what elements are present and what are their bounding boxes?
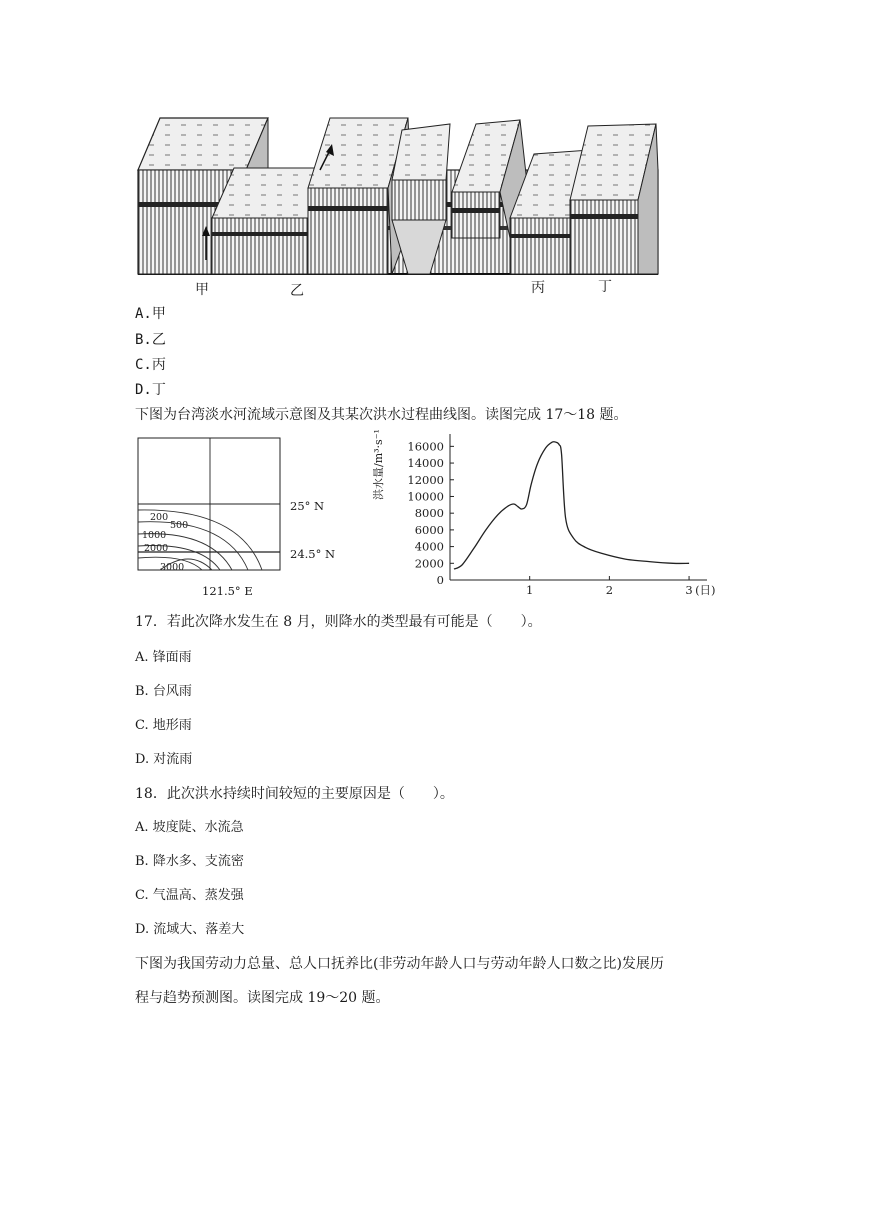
y-tick-label: 2000	[414, 556, 444, 571]
x-tick-label: 2	[605, 583, 614, 597]
y-tick-label: 8000	[414, 506, 444, 521]
q17-option-a: A. 锋面雨	[135, 650, 192, 665]
block-label-bing: 丙	[531, 280, 545, 296]
contour-label-500: 500	[170, 520, 189, 531]
block-label-ding: 丁	[598, 279, 612, 295]
q17-option-d: D. 对流雨	[135, 752, 193, 767]
flood-hydrograph	[380, 428, 740, 603]
intro-19-20-line1: 下图为我国劳动力总量、总人口抚养比(非劳动年龄人口与劳动年龄人口数之比)发展历	[135, 956, 664, 972]
flood-curve	[454, 442, 689, 569]
contour-label-200: 200	[150, 512, 169, 523]
q16-option-b: B.乙	[135, 332, 166, 348]
q16-option-a: A.甲	[135, 306, 166, 322]
q16-option-c: C.丙	[135, 357, 166, 373]
block-label-jia: 甲	[195, 282, 209, 298]
q18-option-d: D. 流域大、落差大	[135, 922, 245, 937]
block-label-yi: 乙	[290, 283, 304, 299]
y-tick-label: 12000	[407, 472, 444, 487]
q17-stem: 17．若此次降水发生在 8 月，则降水的类型最有可能是（ ）。	[135, 614, 542, 630]
contour-label-3000: 3000	[160, 562, 185, 573]
y-tick-label: 6000	[414, 522, 444, 537]
x-tick-label: 3	[685, 583, 693, 597]
contour-label-2000: 2000	[144, 543, 169, 554]
x-unit-label: (日)	[695, 583, 716, 597]
y-tick-label: 16000	[407, 439, 444, 454]
contour-label-1000: 1000	[142, 530, 167, 541]
q18-option-a: A. 坡度陡、水流急	[135, 820, 244, 835]
lat-25-label: 25° N	[290, 499, 325, 513]
q17-option-b: B. 台风雨	[135, 684, 192, 699]
intro-17-18: 下图为台湾淡水河流域示意图及其某次洪水过程曲线图。读图完成 17～18 题。	[135, 407, 628, 423]
y-tick-label: 10000	[407, 489, 444, 504]
block-diagram	[130, 110, 670, 300]
y-axis-label: 洪水量/m³·s⁻¹	[372, 429, 385, 500]
lon-label: 121.5° E	[202, 584, 253, 598]
q17-option-c: C. 地形雨	[135, 718, 192, 733]
q18-option-c: C. 气温高、蒸发强	[135, 888, 244, 903]
x-tick-label: 1	[526, 583, 534, 597]
y-tick-label: 14000	[407, 456, 444, 471]
intro-19-20-line2: 程与趋势预测图。读图完成 19～20 题。	[135, 990, 390, 1006]
q18-stem: 18．此次洪水持续时间较短的主要原因是（ ）。	[135, 786, 454, 802]
lat-245-label: 24.5° N	[290, 547, 336, 561]
y-tick-label: 4000	[414, 539, 444, 554]
q18-option-b: B. 降水多、支流密	[135, 854, 244, 869]
q16-option-d: D.丁	[135, 382, 166, 398]
y-tick-label: 0	[436, 573, 444, 587]
